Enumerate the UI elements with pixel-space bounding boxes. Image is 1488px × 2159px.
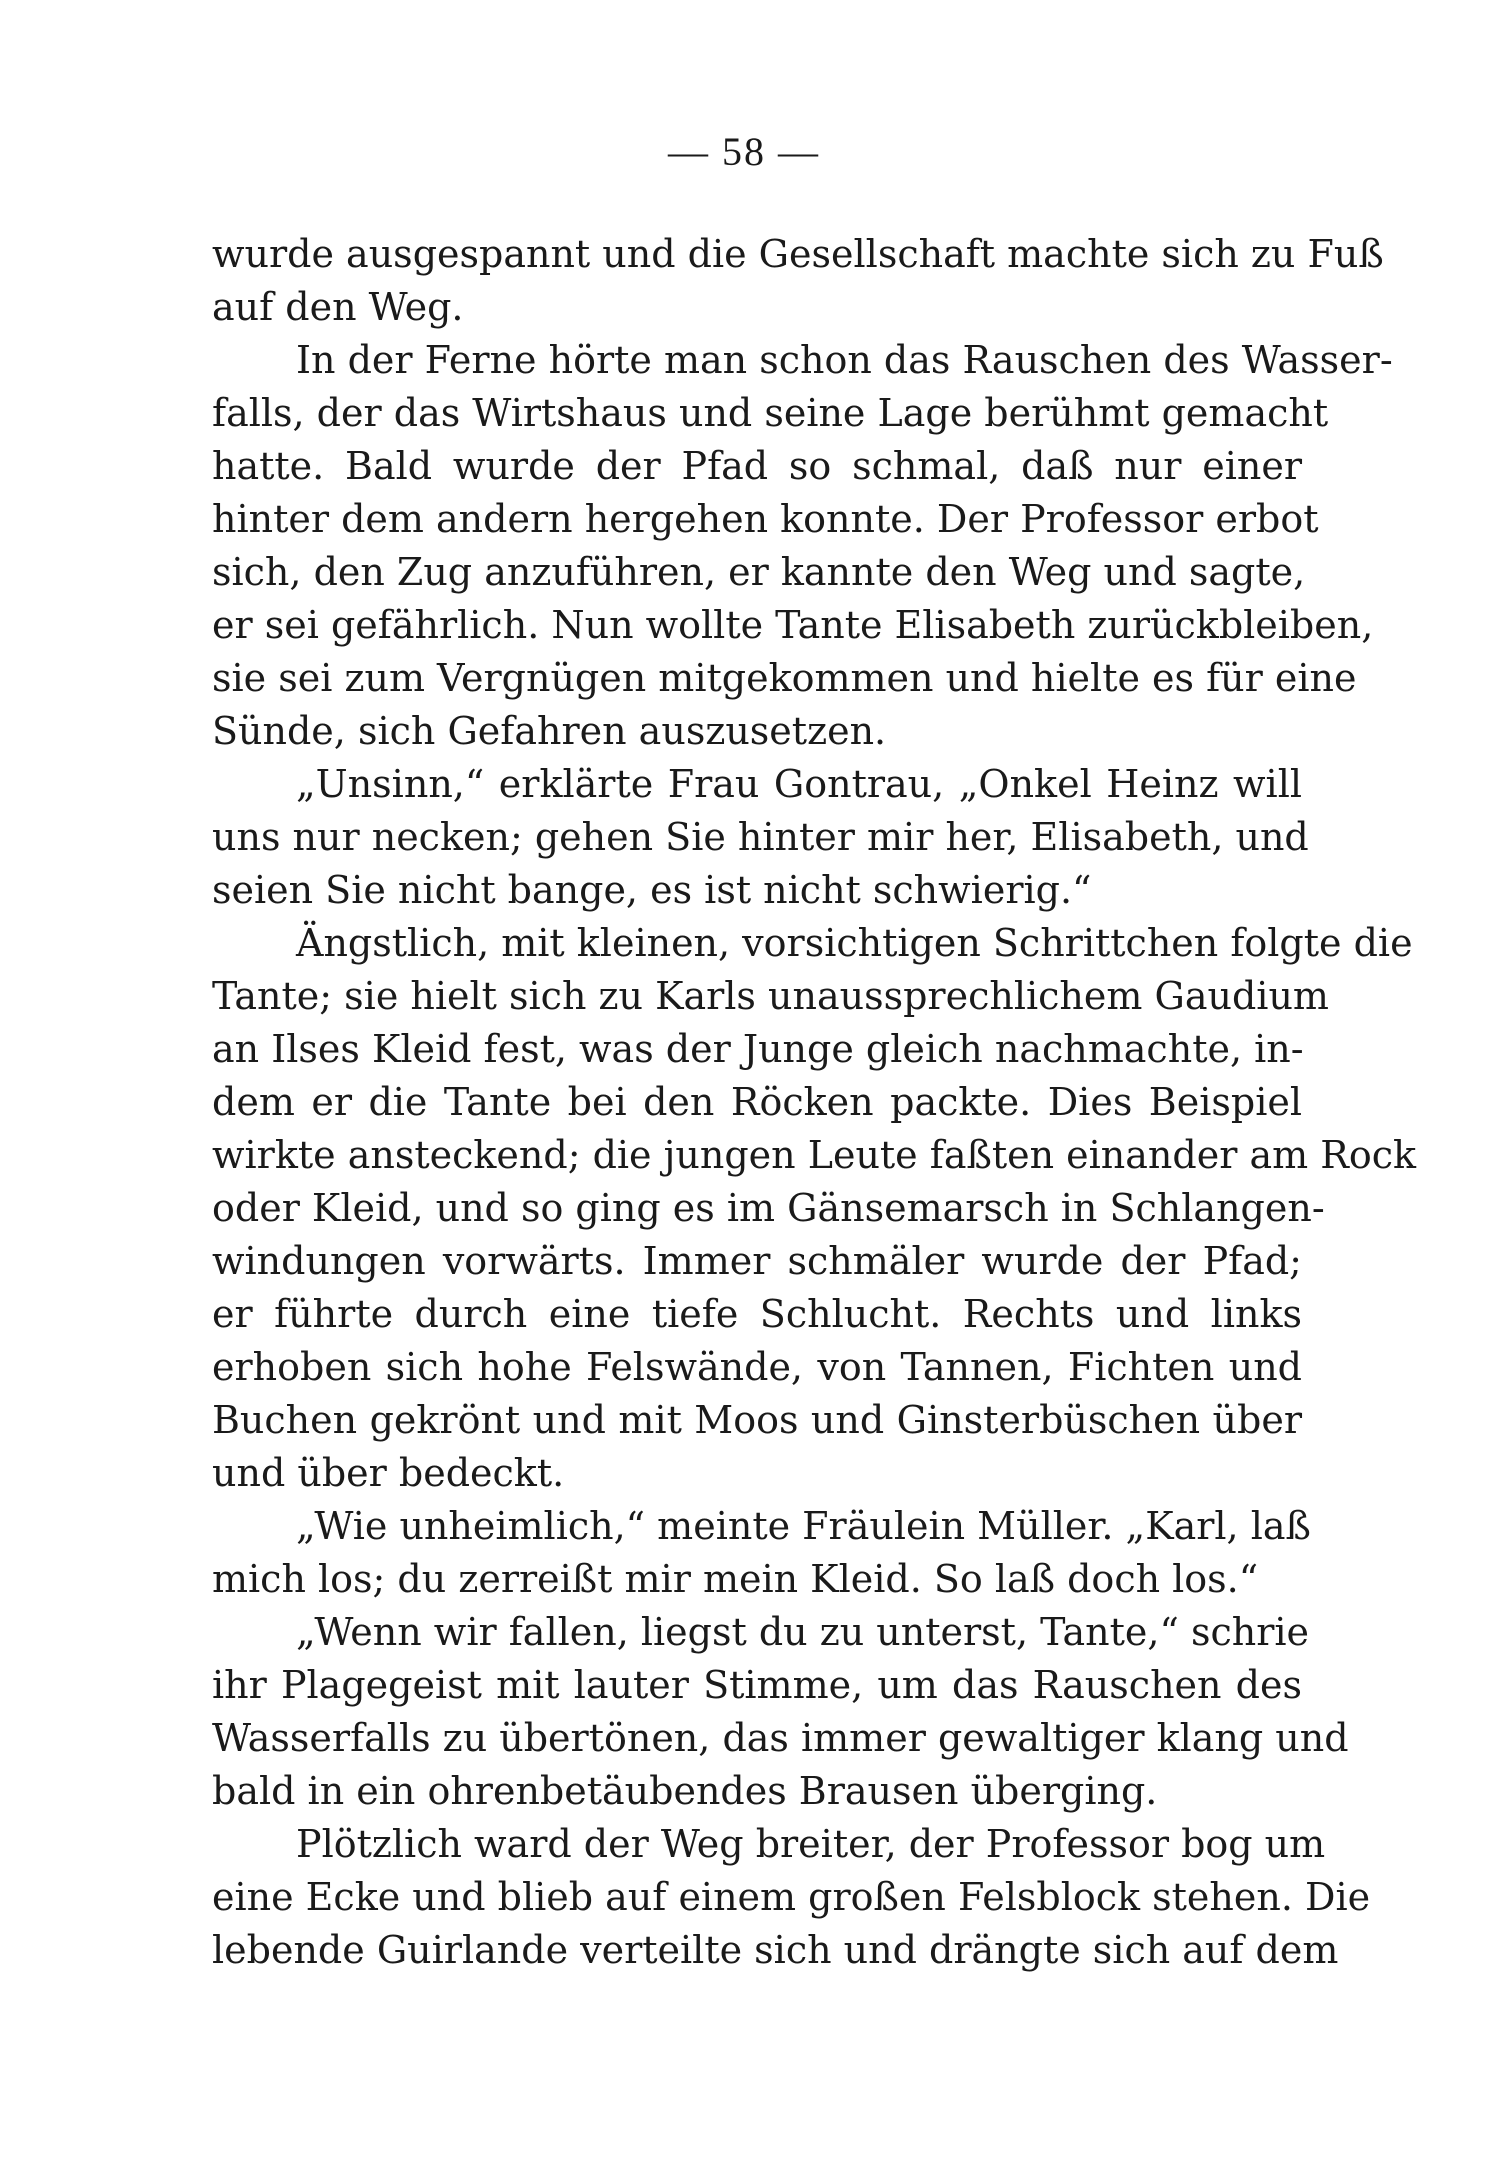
text-line: seien Sie nicht bange, es ist nicht schwierig.“ [212,868,1092,912]
text-line: er sei gefährlich. Nun wollte Tante Elisabeth zurückbleiben, [212,603,1374,647]
text-line: hinter dem andern hergehen konnte. Der Professor erbot [212,497,1319,541]
text-line: Wasserfalls zu übertönen, das immer gewaltiger klang und [212,1716,1349,1760]
text-line: uns nur necken; gehen Sie hinter mir her, Elisabeth, und [212,815,1309,859]
text-line: „Unsinn,“ erklärte Frau Gontrau, „Onkel Heinz will [296,762,1302,806]
text-line: Tante; sie hielt sich zu Karls unaussprechlichem Gaudium [212,974,1329,1018]
text-line: Ängstlich, mit kleinen, vorsichtigen Schrittchen folgte die [296,921,1413,965]
text-line: und über bedeckt. [212,1451,565,1495]
text-line: bald in ein ohrenbetäubendes Brausen überging. [212,1769,1158,1813]
body-text [212,228,1417,1977]
text-line: sie sei zum Vergnügen mitgekommen und hielte es für eine [212,656,1357,700]
text-line: erhoben sich hohe Felswände, von Tannen, Fichten und [212,1345,1302,1389]
text-line: hatte. Bald wurde der Pfad so schmal, daß nur einer [212,444,1302,488]
text-line: falls, der das Wirtshaus und seine Lage berühmt gemacht [212,391,1329,435]
text-line: wirkte ansteckend; die jungen Leute faßten einander am Rock [212,1133,1417,1177]
text-line: „Wie unheimlich,“ meinte Fräulein Müller. „Karl, laß [296,1504,1311,1548]
text-line: oder Kleid, und so ging es im Gänsemarsch in Schlangen- [212,1186,1325,1230]
text-line: wurde ausgespannt und die Gesellschaft machte sich zu Fuß [212,232,1384,276]
text-line: Sünde, sich Gefahren auszusetzen. [212,709,887,753]
text-line: mich los; du zerreißt mir mein Kleid. So laß doch los.“ [212,1557,1259,1601]
text-line: an Ilses Kleid fest, was der Junge gleich nachmachte, in- [212,1027,1304,1071]
text-line: auf den Weg. [212,285,464,329]
text-line: Plötzlich ward der Weg breiter, der Professor bog um [296,1822,1326,1866]
text-line: ihr Plagegeist mit lauter Stimme, um das Rauschen des [212,1663,1302,1707]
text-line: „Wenn wir fallen, liegst du zu unterst, Tante,“ schrie [296,1610,1310,1654]
text-line: Buchen gekrönt und mit Moos und Ginsterbüschen über [212,1398,1302,1442]
text-line: eine Ecke und blieb auf einem großen Felsblock stehen. Die [212,1875,1371,1919]
text-line: lebende Guirlande verteilte sich und drängte sich auf dem [212,1928,1339,1972]
text-line: sich, den Zug anzuführen, er kannte den Weg und sagte, [212,550,1306,594]
page-number: — 58 — [668,129,820,174]
text-line: windungen vorwärts. Immer schmäler wurde der Pfad; [212,1239,1302,1283]
text-line: er führte durch eine tiefe Schlucht. Rechts und links [212,1292,1302,1336]
text-line: dem er die Tante bei den Röcken packte. Dies Beispiel [212,1080,1302,1124]
text-line: In der Ferne hörte man schon das Rauschen des Wasser- [296,338,1393,382]
